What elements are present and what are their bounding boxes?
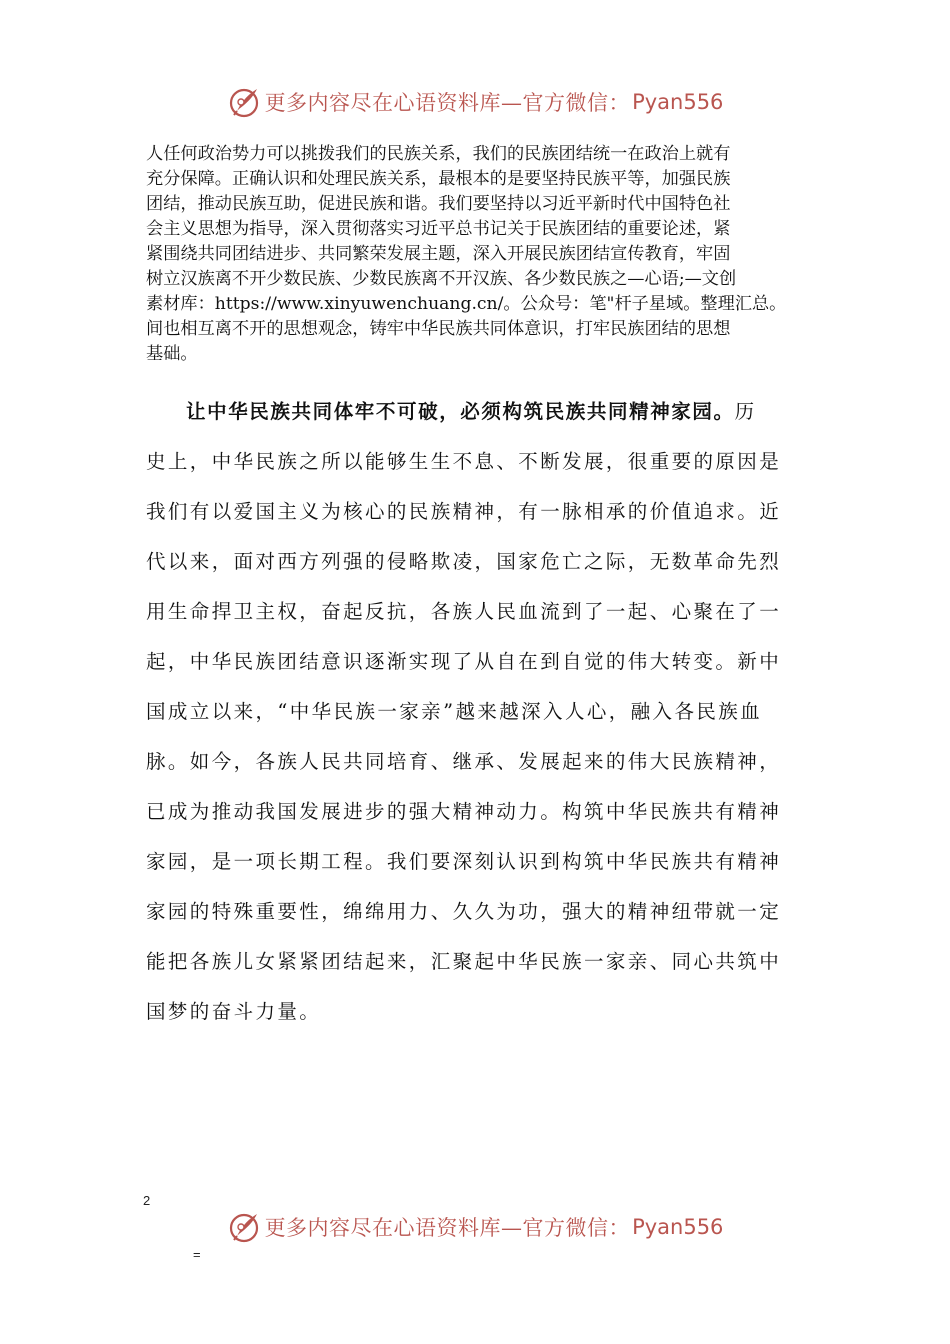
footer-banner bbox=[0, 1207, 950, 1247]
header-banner bbox=[0, 82, 950, 122]
paragraph-2 bbox=[146, 387, 806, 1037]
footer-banner-id: Pyan556 bbox=[632, 1215, 724, 1239]
paragraph-1: 人任何政治势力可以挑拨我们的民族关系，我们的民族团结统一在政治上就有 充分保障。正确认识和处理民族关系，最根本的是要坚持民族平等，加强民族 团结，推动民族互助，促进民族和谐。我们要坚持以习近平新时代中国特色社 会主义思想为指导，深入贯彻落实习近平总书记关于民族团结的重要论述，紧 紧围绕共同团结进步、共同繁荣发展主题，深入开展民族团结宣传教育，牢固 树立汉族离不开少数民族、少数民族离不开汉族、各少数民族之—心语;—文创 素材库：https://www.xinyuwenchuang.cn/。公众号：笔"杆子星域。整理汇总。 间也相互离不开的思想观念，铸牢中华民族共同体意识，打牢民族团结的思想 基础。 bbox=[146, 144, 787, 364]
paragraph-2-lead: 让中华民族共同体牢不可破，必须构筑民族共同精神家园。 bbox=[186, 400, 735, 423]
page-number: 2 bbox=[143, 1193, 151, 1208]
quill-logo-icon bbox=[227, 85, 261, 119]
header-banner-id: Pyan556 bbox=[632, 90, 724, 114]
footer-mark: = bbox=[193, 1247, 201, 1262]
quill-logo-icon bbox=[227, 1210, 261, 1244]
footer-banner-text: 更多内容尽在心语资料库—官方微信： bbox=[264, 1216, 631, 1240]
paragraph-2-rest: 历 史上，中华民族之所以能够生生不息、不断发展，很重要的原因是 我们有以爱国主义为核心的民族精神，有一脉相承的价值追求。近 代以来，面对西方列强的侵略欺凌，国家危亡之际，无数革命先烈 用生命捍卫主权，奋起反抗，各族人民血流到了一起、心聚在了一 起，中华民族团结意识逐渐实现了从自在到自觉的伟大转变。新中 国成立以来，“中华民族一家亲”越来越深入人心，融入各民族血 脉。如今，各族人民共同培育、继承、发展起来的伟大民族精神， 已成为推动我国发展进步的强大精神动力。构筑中华民族共有精神 家园，是一项长期工程。我们要深刻认识到构筑中华民族共有精神 家园的特殊重要性，绵绵用力、久久为功，强大的精神纽带就一定 能把各族儿女紧紧团结起来，汇聚起中华民族一家亲、同心共筑中 国梦的奋斗力量。 bbox=[146, 400, 782, 1023]
header-banner-text: 更多内容尽在心语资料库—官方微信： bbox=[264, 91, 631, 115]
